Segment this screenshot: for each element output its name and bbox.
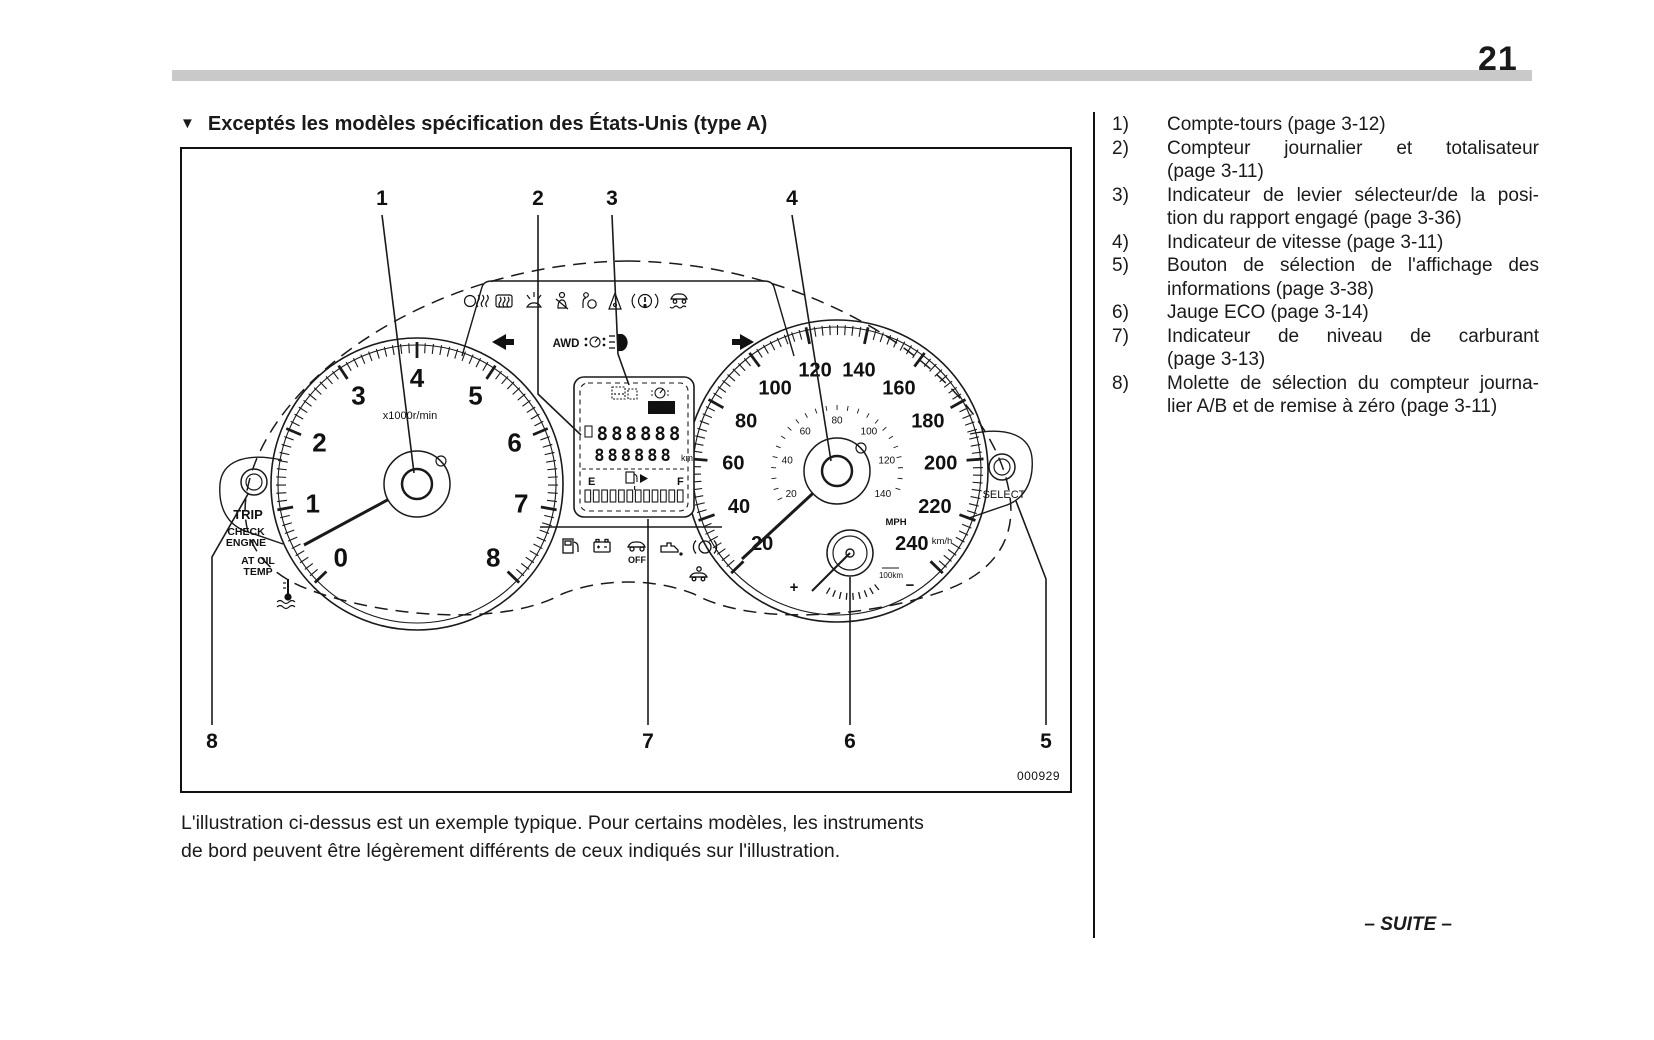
- tachometer-gauge: [271, 338, 563, 630]
- page-number: 21: [1478, 40, 1518, 78]
- callout-line-3: [612, 215, 629, 385]
- seatbelt-warning-icon: [556, 293, 568, 310]
- abs-warning-icon: [693, 541, 716, 554]
- svg-text:60: 60: [799, 426, 811, 438]
- section-title: [180, 113, 767, 136]
- telltale-row: [465, 292, 688, 309]
- svg-text:4: 4: [409, 363, 425, 393]
- brake-warning-icon: [632, 294, 658, 308]
- left-turn-indicator-icon: [492, 334, 514, 350]
- svg-text:5: 5: [468, 380, 483, 411]
- callout-2: 2: [532, 187, 544, 210]
- eco-unit-label: 100km: [878, 571, 904, 580]
- legend-item: [1112, 231, 1542, 255]
- mph-scale-label: MPH: [885, 517, 907, 528]
- eco-plus-label: +: [789, 579, 799, 596]
- svg-text:3: 3: [351, 380, 366, 411]
- callout-7: 7: [642, 730, 654, 753]
- legend-item-number: 8): [1112, 372, 1129, 394]
- svg-text:20: 20: [751, 533, 774, 556]
- eco-minus-label: −: [905, 577, 915, 594]
- select-button-label: SELECT: [982, 489, 1026, 501]
- callout-line-5: [1016, 501, 1046, 725]
- svg-text:60: 60: [722, 452, 745, 475]
- coolant-temperature-icon: [277, 579, 295, 609]
- svg-text:0: 0: [333, 542, 348, 573]
- legend-item-number: 5): [1112, 255, 1129, 276]
- svg-text:80: 80: [734, 410, 758, 433]
- trip-meter-digits: 888888: [596, 423, 684, 445]
- odometer-digits: 888888: [594, 446, 674, 466]
- legend-item-number: 7): [1112, 325, 1129, 347]
- fuel-empty-label: E: [588, 476, 596, 488]
- vdc-indicator-icon: [670, 294, 687, 308]
- column-divider: [1093, 112, 1095, 938]
- legend-item-number: 1): [1112, 114, 1129, 135]
- trip-button: [241, 469, 267, 495]
- svg-text:200: 200: [923, 452, 958, 475]
- speedometer-gauge: [686, 320, 988, 622]
- legend-item: [1112, 372, 1542, 419]
- legend-item: [1112, 301, 1542, 325]
- odometer-unit-label: km: [681, 453, 693, 463]
- fuel-full-label: F: [677, 476, 684, 488]
- at-oil-temp-label-1: AT OIL: [241, 555, 275, 567]
- legend-item-number: 6): [1112, 302, 1129, 323]
- legend-item: [1112, 113, 1542, 137]
- callout-8: 8: [206, 730, 218, 753]
- washer-fluid-icon: [527, 292, 541, 307]
- svg-text:40: 40: [727, 495, 751, 518]
- svg-text:100: 100: [758, 377, 792, 400]
- svg-text:140: 140: [842, 359, 876, 382]
- svg-text:6: 6: [507, 427, 522, 458]
- callout-5: 5: [1040, 730, 1052, 753]
- legend-item-text: Indicateur de levier sélecteur/de la posi- tion du rapport engagé (page 3-36): [1167, 184, 1539, 229]
- legend-item: [1112, 254, 1542, 301]
- fuel-pump-icon: [563, 539, 578, 553]
- legend-item-text: Jauge ECO (page 3-14): [1167, 302, 1369, 323]
- oil-pressure-icon: [661, 543, 682, 555]
- awd-indicator-label: AWD: [552, 338, 580, 350]
- figure-code: 000929: [1016, 769, 1060, 783]
- check-engine-label-2: ENGINE: [225, 537, 267, 549]
- svg-text:20: 20: [785, 488, 797, 500]
- svg-text:180: 180: [911, 410, 945, 433]
- legend-item-text: Compteur journalier et totalisateur (page 3-11): [1167, 137, 1539, 182]
- legend-item-text: Compte-tours (page 3-12): [1167, 114, 1386, 135]
- indicator-row: [492, 334, 754, 351]
- legend-item: [1112, 137, 1542, 184]
- set-badge-label: SET: [652, 403, 671, 414]
- windshield-defroster-icon: [465, 295, 489, 307]
- lcd-display: [574, 377, 694, 517]
- svg-text:160: 160: [882, 377, 916, 400]
- callout-3: 3: [606, 187, 618, 210]
- svg-text:2: 2: [312, 427, 327, 458]
- at-oil-temp-label-2: TEMP: [243, 566, 273, 578]
- legend-item-text: Molette de sélection du compteur journa- lier A/B et de remise à zéro (page 3-11): [1167, 372, 1539, 417]
- legend-item-number: 2): [1112, 137, 1129, 159]
- svg-text:240: 240: [895, 533, 929, 556]
- legend-item-text: Indicateur de niveau de carburant (page 3-13): [1167, 325, 1539, 370]
- callout-4: 4: [786, 187, 798, 210]
- legend-item-number: 4): [1112, 231, 1129, 253]
- vdc-off-label: OFF: [628, 555, 646, 565]
- check-engine-label-1: CHECK: [227, 526, 265, 538]
- section-marker-icon: ▼: [180, 115, 195, 132]
- security-car-icon: [690, 567, 707, 581]
- svg-text:1: 1: [305, 488, 321, 519]
- kmh-unit-label: km/h: [931, 536, 953, 547]
- section-title-text: Exceptés les modèles spécification des États-Unis (type A): [207, 113, 768, 135]
- tachometer-unit-label: x1000r/min: [382, 410, 438, 422]
- svg-text:120: 120: [798, 359, 832, 382]
- legend-item-text: Bouton de sélection de l'affichage des informations (page 3-38): [1167, 255, 1539, 300]
- airbag-warning-icon: [583, 293, 596, 309]
- legend-item-number: 3): [1112, 184, 1129, 206]
- svg-text:140: 140: [874, 488, 892, 500]
- svg-text:40: 40: [781, 455, 793, 467]
- diagram-frame: [180, 147, 1072, 793]
- callout-6: 6: [844, 730, 856, 753]
- svg-text:100: 100: [860, 426, 878, 438]
- legend-item: [1112, 325, 1542, 372]
- callout-line-4: [792, 215, 831, 461]
- svg-text:120: 120: [878, 455, 896, 467]
- svg-text:220: 220: [918, 495, 952, 518]
- legend-item: [1112, 184, 1542, 231]
- legend-item-text: Indicateur de vitesse (page 3-11): [1167, 231, 1444, 253]
- cruise-indicator-icon: [585, 337, 605, 347]
- svg-text:7: 7: [513, 488, 529, 519]
- caption: L'illustration ci-dessus est un exemple typique. Pour certains modèles, les instruments de bord peuvent être légèrement différents de ceux indiqués sur l'illustration.: [181, 812, 924, 862]
- svg-text:8: 8: [486, 542, 501, 573]
- battery-warning-icon: [594, 540, 610, 553]
- header-rule: [172, 70, 1532, 81]
- footer-continuation: – SUITE –: [1364, 914, 1452, 935]
- svg-text:80: 80: [831, 415, 843, 427]
- vdc-off-icon: [628, 542, 645, 551]
- instrument-cluster-diagram: [182, 149, 1070, 791]
- callout-1: 1: [376, 187, 388, 210]
- legend-list: [1112, 113, 1542, 419]
- trip-button-label: TRIP: [233, 507, 263, 522]
- rear-defogger-icon: [496, 295, 512, 307]
